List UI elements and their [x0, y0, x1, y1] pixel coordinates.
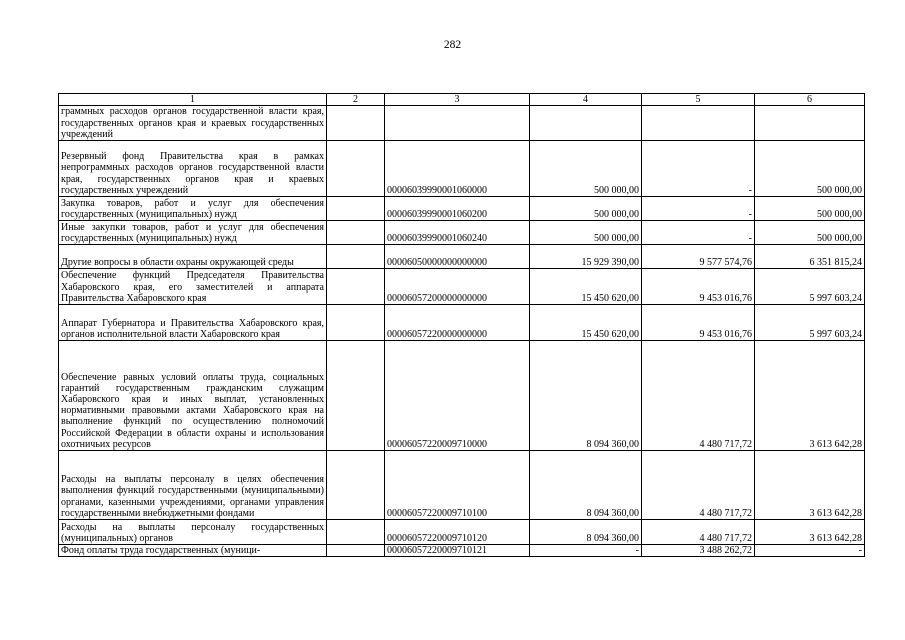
row-col2	[327, 197, 385, 221]
row-name: Иные закупки товаров, работ и услуг для обеспечения государственных (муниципальных) нужд	[59, 221, 327, 245]
row-col5: 3 488 262,72	[642, 545, 755, 557]
column-header: 1	[59, 94, 327, 106]
row-col2	[327, 545, 385, 557]
row-col4: 15 450 620,00	[530, 269, 642, 305]
row-col6: 500 000,00	[755, 197, 865, 221]
row-code: 00006057220009710121	[385, 545, 530, 557]
row-code: 00006050000000000000	[385, 245, 530, 269]
row-col5: 9 453 016,76	[642, 269, 755, 305]
column-header: 2	[327, 94, 385, 106]
row-col6: 3 613 642,28	[755, 341, 865, 451]
table-row	[59, 269, 865, 305]
page-number: 282	[443, 39, 462, 51]
row-col5: 9 453 016,76	[642, 305, 755, 341]
row-name: Другие вопросы в области охраны окружающей среды	[59, 245, 327, 269]
table-row	[59, 341, 865, 451]
table-row	[59, 106, 865, 141]
row-name: Резервный фонд Правительства края в рамках непрограммных расходов органов государственной власти края, государственных органов края и краевых государственных учреждений	[59, 141, 327, 197]
row-col6	[755, 106, 865, 141]
row-col4: -	[530, 545, 642, 557]
row-col6: 500 000,00	[755, 221, 865, 245]
table-row	[59, 545, 865, 557]
row-col4: 8 094 360,00	[530, 520, 642, 545]
row-col5: 4 480 717,72	[642, 341, 755, 451]
row-col2	[327, 221, 385, 245]
table-row	[59, 245, 865, 269]
column-header: 4	[530, 94, 642, 106]
column-header: 6	[755, 94, 865, 106]
row-name: Обеспечение функций Председателя Правительства Хабаровского края, его заместителей и аппарата Правительства Хабаровского края	[59, 269, 327, 305]
row-col6: 5 997 603,24	[755, 305, 865, 341]
row-code: 00006039990001060000	[385, 141, 530, 197]
row-code: 00006057200000000000	[385, 269, 530, 305]
row-col4: 15 450 620,00	[530, 305, 642, 341]
budget-table	[58, 93, 865, 557]
row-col5: 4 480 717,72	[642, 520, 755, 545]
row-col4: 8 094 360,00	[530, 341, 642, 451]
row-col4	[530, 106, 642, 141]
table-row	[59, 305, 865, 341]
row-col4: 500 000,00	[530, 141, 642, 197]
row-col2	[327, 269, 385, 305]
row-col6: 6 351 815,24	[755, 245, 865, 269]
row-col2	[327, 451, 385, 520]
table-row	[59, 197, 865, 221]
row-col2	[327, 141, 385, 197]
row-col5: 4 480 717,72	[642, 451, 755, 520]
row-col4: 500 000,00	[530, 221, 642, 245]
row-col6: 3 613 642,28	[755, 451, 865, 520]
row-col2	[327, 520, 385, 545]
row-col6: -	[755, 545, 865, 557]
column-header: 5	[642, 94, 755, 106]
row-code: 00006039990001060240	[385, 221, 530, 245]
row-code: 00006057220009710100	[385, 451, 530, 520]
row-code	[385, 106, 530, 141]
row-code: 00006057220009710120	[385, 520, 530, 545]
row-name: Расходы на выплаты персоналу в целях обеспечения выполнения функций государственными (муниципальными) органами, казенными учреждениями, органами управления государственными внебюджетными фондами	[59, 451, 327, 520]
row-name: Фонд оплаты труда государственных (муници-	[59, 545, 327, 557]
row-name: граммных расходов органов государственной власти края, государственных органов края и краевых государственных учреждений	[59, 106, 327, 141]
table-row	[59, 451, 865, 520]
row-code: 00006057220000000000	[385, 305, 530, 341]
row-col4: 500 000,00	[530, 197, 642, 221]
row-col5	[642, 106, 755, 141]
row-col2	[327, 341, 385, 451]
row-col5: -	[642, 221, 755, 245]
row-code: 00006039990001060200	[385, 197, 530, 221]
column-header: 3	[385, 94, 530, 106]
row-col5: -	[642, 141, 755, 197]
row-code: 00006057220009710000	[385, 341, 530, 451]
table-row	[59, 520, 865, 545]
row-col2	[327, 245, 385, 269]
row-col6: 3 613 642,28	[755, 520, 865, 545]
table-row	[59, 221, 865, 245]
table-header-row	[59, 94, 865, 106]
row-col2	[327, 106, 385, 141]
row-name: Обеспечение равных условий оплаты труда, социальных гарантий государственным гражданским служащим Хабаровского края и иных выплат, установленных нормативными правовыми актами Хабаровского края на выполнение функций по осуществлению полномочий Российской Федерации в области охраны и использования охотничьих ресурсов	[59, 341, 327, 451]
row-name: Аппарат Губернатора и Правительства Хабаровского края, органов исполнительной власти Хабаровского края	[59, 305, 327, 341]
row-col5: -	[642, 197, 755, 221]
table-row	[59, 141, 865, 197]
row-col2	[327, 305, 385, 341]
row-col6: 5 997 603,24	[755, 269, 865, 305]
row-col6: 500 000,00	[755, 141, 865, 197]
row-name: Закупка товаров, работ и услуг для обеспечения государственных (муниципальных) нужд	[59, 197, 327, 221]
row-col4: 8 094 360,00	[530, 451, 642, 520]
row-name: Расходы на выплаты персоналу государственных (муниципальных) органов	[59, 520, 327, 545]
row-col5: 9 577 574,76	[642, 245, 755, 269]
row-col4: 15 929 390,00	[530, 245, 642, 269]
